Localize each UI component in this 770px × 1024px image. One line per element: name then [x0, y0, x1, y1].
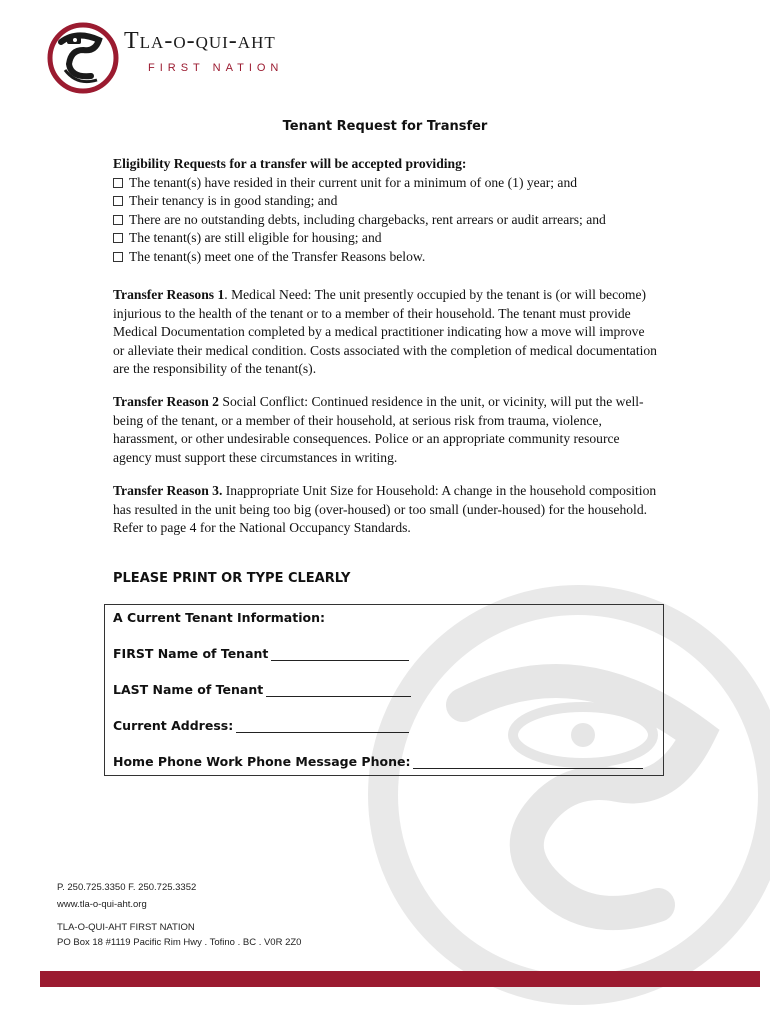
checkbox-icon	[113, 233, 123, 243]
reason-text: Social Conflict: Continued residence in the unit, or vicinity, will put the well-being of the tenant, or a member of their household, at serious risk from trauma, violence, harassment, or other undesirable consequences. Police or an appropriate community resource agency must support these circumstances in writing.	[113, 394, 644, 465]
eligibility-heading: Eligibility Requests for a transfer will be accepted providing:	[113, 156, 467, 171]
eligibility-item: The tenant(s) are still eligible for housing; and	[113, 229, 658, 248]
phone-label: Home Phone Work Phone Message Phone:	[113, 754, 411, 769]
checkbox-icon	[113, 252, 123, 262]
address-row	[113, 718, 409, 733]
org-name: Tla-o-qui-aht	[124, 28, 276, 54]
footer-phones: P. 250.725.3350 F. 250.725.3352	[57, 882, 197, 893]
phone-field[interactable]	[413, 755, 643, 769]
footer-org: TLA-O-QUI-AHT FIRST NATION	[57, 922, 195, 933]
first-name-field[interactable]	[271, 647, 409, 661]
footer-website: www.tla-o-qui-aht.org	[57, 899, 147, 910]
phone-row	[113, 754, 643, 769]
document-title: Tenant Request for Transfer	[282, 119, 488, 134]
eligibility-item: The tenant(s) have resided in their current unit for a minimum of one (1) year; and	[113, 174, 658, 193]
address-field[interactable]	[236, 719, 409, 733]
eligibility-section	[113, 155, 658, 266]
reason-label: Transfer Reason 3.	[113, 483, 223, 498]
last-name-row	[113, 682, 411, 697]
checkbox-icon	[113, 178, 123, 188]
transfer-reason-3	[113, 482, 658, 538]
section-title: A Current Tenant Information:	[113, 610, 325, 625]
address-label: Current Address:	[113, 718, 234, 733]
org-subtitle: FIRST NATION	[148, 62, 284, 74]
last-name-label: LAST Name of Tenant	[113, 682, 264, 697]
footer-bar	[40, 971, 760, 987]
reason-label: Transfer Reasons 1	[113, 287, 225, 302]
serpent-logo-icon	[47, 20, 119, 96]
transfer-reason-1	[113, 286, 658, 379]
first-name-label: FIRST Name of Tenant	[113, 646, 269, 661]
eligibility-item: The tenant(s) meet one of the Transfer Reasons below.	[113, 248, 658, 267]
print-instructions: PLEASE PRINT OR TYPE CLEARLY	[113, 571, 351, 586]
footer-address: PO Box 18 #1119 Pacific Rim Hwy . Tofino . BC . V0R 2Z0	[57, 937, 302, 948]
last-name-field[interactable]	[266, 683, 411, 697]
eligibility-item: There are no outstanding debts, including chargebacks, rent arrears or audit arrears; and	[113, 211, 658, 230]
reason-text: Inappropriate Unit Size for Household: A change in the household composition has resulted in the unit being too big (over-housed) or too small (under-housed) for the household. Refer to page 4 for the National Occupancy Standards.	[113, 483, 657, 535]
checkbox-icon	[113, 215, 123, 225]
checkbox-icon	[113, 196, 123, 206]
first-name-row	[113, 646, 409, 661]
transfer-reason-2	[113, 393, 658, 467]
reason-label: Transfer Reason 2	[113, 394, 219, 409]
reason-text: . Medical Need: The unit presently occupied by the tenant is (or will become) injurious to the health of the tenant or to a member of their household. The tenant must provide Medical Documentation completed by a medical practitioner indicating how a move will improve or alleviate their medical condition. Costs associated with the completion of medical documentation are the responsibility of the tenant(s).	[113, 287, 657, 376]
eligibility-item: Their tenancy is in good standing; and	[113, 192, 658, 211]
